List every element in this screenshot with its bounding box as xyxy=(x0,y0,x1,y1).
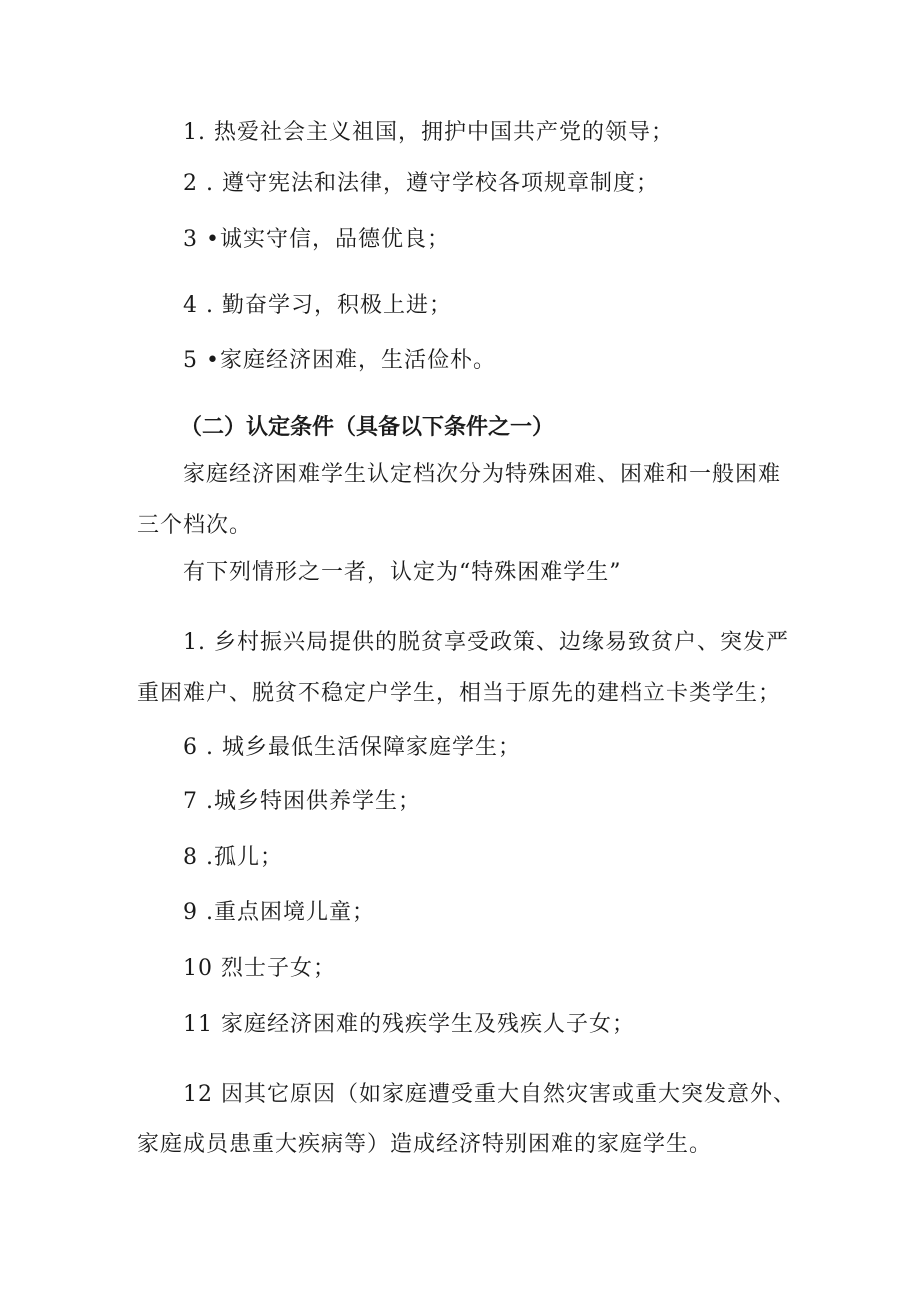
special-condition-7: 7 .城乡特困供养学生； xyxy=(183,789,421,814)
special-condition-8: 8 .孤儿； xyxy=(183,845,283,870)
special-condition-12-line-2: 家庭成员患重大疾病等）造成经济特别困难的家庭学生。 xyxy=(137,1132,713,1157)
special-condition-12-line-1: 12 因其它原因（如家庭遭受重大自然灾害或重大突发意外、 xyxy=(183,1082,796,1107)
special-condition-11: 11 家庭经济困难的残疾学生及残疾人子女； xyxy=(183,1012,635,1037)
section-heading: （二）认定条件（具备以下条件之一） xyxy=(180,414,555,440)
basic-condition-4: 4 . 勤奋学习，积极上进； xyxy=(183,293,452,318)
special-condition-1-line-1: 1. 乡村振兴局提供的脱贫享受政策、边缘易致贫户、突发严 xyxy=(183,630,789,655)
intro-line-2: 三个档次。 xyxy=(137,513,253,538)
special-condition-1-line-2: 重困难户、脱贫不稳定户学生，相当于原先的建档立卡类学生； xyxy=(137,681,782,706)
basic-condition-1: 1. 热爱社会主义祖国，拥护中国共产党的领导； xyxy=(183,120,674,145)
intro-line-1: 家庭经济困难学生认定档次分为特殊困难、困难和一般困难 xyxy=(183,462,782,487)
special-condition-9: 9 .重点困境儿童； xyxy=(183,900,375,925)
special-intro: 有下列情形之一者，认定为“特殊困难学生” xyxy=(183,560,622,585)
basic-condition-2: 2 . 遵守宪法和法律，遵守学校各项规章制度； xyxy=(183,171,659,196)
basic-condition-5: 5 •家庭经济困难，生活俭朴。 xyxy=(183,348,496,373)
basic-condition-3: 3 •诚实守信，品德优良； xyxy=(183,227,450,252)
special-condition-6: 6 . 城乡最低生活保障家庭学生； xyxy=(183,735,521,760)
special-condition-10: 10 烈士子女； xyxy=(183,956,336,981)
